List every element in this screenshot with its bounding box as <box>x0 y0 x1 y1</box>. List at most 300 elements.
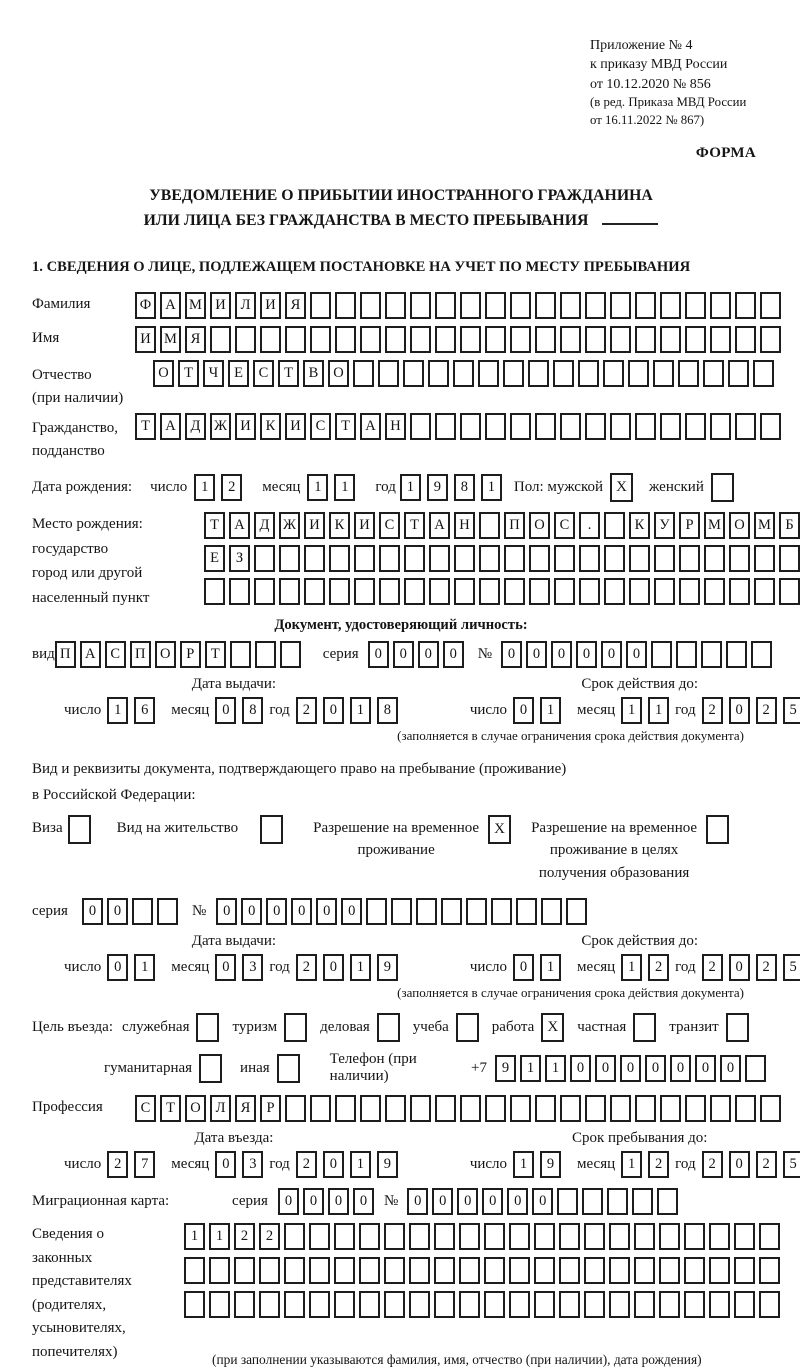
char-box[interactable] <box>359 1291 380 1318</box>
char-box[interactable]: 1 <box>400 474 421 501</box>
year-boxes[interactable] <box>296 697 404 724</box>
char-box[interactable]: 7 <box>134 1151 155 1178</box>
visa-checkbox[interactable] <box>68 815 95 844</box>
char-box[interactable] <box>535 1095 556 1122</box>
char-box[interactable] <box>209 1257 230 1284</box>
char-box[interactable]: 0 <box>620 1055 641 1082</box>
char-box[interactable] <box>157 898 178 925</box>
char-box[interactable]: О <box>328 360 349 387</box>
purpose-checkbox-commercial[interactable] <box>377 1013 404 1042</box>
char-box[interactable]: 6 <box>134 697 155 724</box>
char-box[interactable]: 0 <box>278 1188 299 1215</box>
char-box[interactable]: К <box>329 512 350 539</box>
char-box[interactable] <box>454 545 475 572</box>
char-box[interactable] <box>759 1223 780 1250</box>
year-boxes[interactable] <box>702 954 800 981</box>
stay-doc-number-boxes[interactable] <box>216 898 591 925</box>
char-box[interactable]: Я <box>185 326 206 353</box>
char-box[interactable]: Л <box>210 1095 231 1122</box>
char-box[interactable]: 8 <box>242 697 263 724</box>
checkbox[interactable] <box>284 1013 307 1042</box>
char-box[interactable] <box>329 578 350 605</box>
char-box[interactable] <box>554 545 575 572</box>
char-box[interactable] <box>685 326 706 353</box>
char-box[interactable]: 0 <box>215 1151 236 1178</box>
checkbox[interactable] <box>633 1013 656 1042</box>
char-box[interactable]: 0 <box>670 1055 691 1082</box>
char-box[interactable]: 1 <box>334 474 355 501</box>
char-box[interactable] <box>366 898 387 925</box>
char-box[interactable] <box>735 1095 756 1122</box>
char-box[interactable] <box>360 292 381 319</box>
char-box[interactable] <box>435 413 456 440</box>
char-box[interactable] <box>509 1223 530 1250</box>
char-box[interactable]: Т <box>205 641 226 668</box>
char-box[interactable] <box>660 326 681 353</box>
char-box[interactable] <box>516 898 537 925</box>
char-box[interactable] <box>751 641 772 668</box>
char-box[interactable]: 0 <box>695 1055 716 1082</box>
char-box[interactable]: 1 <box>621 1151 642 1178</box>
purpose-checkbox-business-trip[interactable] <box>196 1013 223 1042</box>
char-box[interactable]: 0 <box>729 1151 750 1178</box>
char-box[interactable] <box>435 1095 456 1122</box>
char-box[interactable] <box>434 1257 455 1284</box>
month-boxes[interactable] <box>621 1151 675 1178</box>
char-box[interactable] <box>560 292 581 319</box>
char-box[interactable] <box>679 545 700 572</box>
char-box[interactable]: 0 <box>626 641 647 668</box>
char-box[interactable] <box>609 1257 630 1284</box>
char-box[interactable] <box>560 1095 581 1122</box>
char-box[interactable]: А <box>160 292 181 319</box>
birth-month-boxes[interactable] <box>307 474 361 501</box>
char-box[interactable] <box>566 898 587 925</box>
char-box[interactable]: 1 <box>520 1055 541 1082</box>
char-box[interactable] <box>535 413 556 440</box>
char-box[interactable] <box>585 292 606 319</box>
checkbox[interactable] <box>277 1054 300 1083</box>
char-box[interactable]: В <box>303 360 324 387</box>
char-box[interactable] <box>735 292 756 319</box>
char-box[interactable]: 0 <box>729 954 750 981</box>
char-box[interactable] <box>360 326 381 353</box>
char-box[interactable]: 0 <box>215 697 236 724</box>
citizenship-boxes[interactable] <box>135 413 785 440</box>
char-box[interactable] <box>309 1291 330 1318</box>
char-box[interactable] <box>754 578 775 605</box>
char-box[interactable] <box>309 1223 330 1250</box>
char-box[interactable]: 9 <box>377 1151 398 1178</box>
char-box[interactable]: 0 <box>526 641 547 668</box>
char-box[interactable] <box>559 1223 580 1250</box>
char-box[interactable] <box>578 360 599 387</box>
char-box[interactable] <box>234 1257 255 1284</box>
char-box[interactable]: 0 <box>215 954 236 981</box>
char-box[interactable] <box>528 360 549 387</box>
char-box[interactable] <box>479 578 500 605</box>
char-box[interactable] <box>709 1291 730 1318</box>
surname-boxes[interactable] <box>135 292 785 319</box>
char-box[interactable] <box>404 578 425 605</box>
representatives-boxes-row1[interactable] <box>184 1223 784 1250</box>
char-box[interactable] <box>610 292 631 319</box>
char-box[interactable] <box>234 1291 255 1318</box>
checkbox[interactable] <box>196 1013 219 1042</box>
char-box[interactable] <box>659 1223 680 1250</box>
char-box[interactable]: И <box>285 413 306 440</box>
char-box[interactable] <box>478 360 499 387</box>
char-box[interactable]: Р <box>679 512 700 539</box>
char-box[interactable] <box>284 1223 305 1250</box>
char-box[interactable] <box>335 1095 356 1122</box>
char-box[interactable] <box>584 1257 605 1284</box>
char-box[interactable]: 0 <box>107 954 128 981</box>
char-box[interactable] <box>701 641 722 668</box>
char-box[interactable]: 0 <box>341 898 362 925</box>
char-box[interactable] <box>410 326 431 353</box>
char-box[interactable] <box>753 360 774 387</box>
char-box[interactable] <box>484 1257 505 1284</box>
char-box[interactable]: 0 <box>432 1188 453 1215</box>
char-box[interactable]: 1 <box>481 474 502 501</box>
char-box[interactable] <box>310 326 331 353</box>
char-box[interactable] <box>503 360 524 387</box>
char-box[interactable]: С <box>135 1095 156 1122</box>
char-box[interactable] <box>541 898 562 925</box>
char-box[interactable]: Ч <box>203 360 224 387</box>
char-box[interactable]: Д <box>254 512 275 539</box>
char-box[interactable] <box>334 1223 355 1250</box>
purpose-checkbox-transit[interactable] <box>726 1013 753 1042</box>
checkbox[interactable]: X <box>610 473 633 502</box>
char-box[interactable] <box>466 898 487 925</box>
char-box[interactable]: М <box>160 326 181 353</box>
char-box[interactable]: 1 <box>540 954 561 981</box>
month-boxes[interactable] <box>215 1151 269 1178</box>
char-box[interactable] <box>310 292 331 319</box>
char-box[interactable] <box>510 413 531 440</box>
day-boxes[interactable] <box>107 1151 161 1178</box>
char-box[interactable] <box>384 1291 405 1318</box>
char-box[interactable] <box>579 545 600 572</box>
char-box[interactable]: Ф <box>135 292 156 319</box>
char-box[interactable] <box>510 1095 531 1122</box>
char-box[interactable] <box>484 1291 505 1318</box>
char-box[interactable] <box>535 326 556 353</box>
char-box[interactable]: 0 <box>266 898 287 925</box>
char-box[interactable]: О <box>155 641 176 668</box>
char-box[interactable] <box>628 360 649 387</box>
char-box[interactable] <box>734 1257 755 1284</box>
char-box[interactable] <box>428 360 449 387</box>
char-box[interactable] <box>459 1223 480 1250</box>
char-box[interactable] <box>685 292 706 319</box>
char-box[interactable]: И <box>210 292 231 319</box>
char-box[interactable]: 0 <box>303 1188 324 1215</box>
char-box[interactable] <box>553 360 574 387</box>
char-box[interactable] <box>485 1095 506 1122</box>
char-box[interactable]: 1 <box>648 697 669 724</box>
char-box[interactable] <box>745 1055 766 1082</box>
char-box[interactable] <box>585 413 606 440</box>
char-box[interactable] <box>603 360 624 387</box>
checkbox[interactable] <box>456 1013 479 1042</box>
char-box[interactable] <box>529 545 550 572</box>
char-box[interactable] <box>559 1291 580 1318</box>
char-box[interactable]: С <box>554 512 575 539</box>
char-box[interactable] <box>635 413 656 440</box>
char-box[interactable]: 0 <box>407 1188 428 1215</box>
char-box[interactable] <box>604 578 625 605</box>
char-box[interactable] <box>729 545 750 572</box>
char-box[interactable] <box>703 360 724 387</box>
char-box[interactable] <box>504 545 525 572</box>
char-box[interactable] <box>410 1095 431 1122</box>
char-box[interactable] <box>657 1188 678 1215</box>
year-boxes[interactable] <box>296 954 404 981</box>
char-box[interactable]: 0 <box>513 697 534 724</box>
id-doc-series-boxes[interactable] <box>368 641 468 668</box>
char-box[interactable] <box>654 578 675 605</box>
char-box[interactable] <box>254 578 275 605</box>
profession-boxes[interactable] <box>135 1095 785 1122</box>
char-box[interactable]: 3 <box>242 954 263 981</box>
char-box[interactable] <box>635 292 656 319</box>
char-box[interactable]: 0 <box>291 898 312 925</box>
char-box[interactable] <box>479 545 500 572</box>
purpose-checkbox-work[interactable] <box>541 1013 568 1042</box>
char-box[interactable] <box>607 1188 628 1215</box>
char-box[interactable] <box>235 326 256 353</box>
char-box[interactable] <box>410 292 431 319</box>
char-box[interactable]: 2 <box>756 697 777 724</box>
char-box[interactable]: 2 <box>648 954 669 981</box>
day-boxes[interactable] <box>513 697 567 724</box>
char-box[interactable]: 2 <box>296 954 317 981</box>
char-box[interactable]: 9 <box>377 954 398 981</box>
char-box[interactable]: Т <box>135 413 156 440</box>
residence-permit-checkbox[interactable] <box>260 815 287 844</box>
char-box[interactable] <box>260 326 281 353</box>
char-box[interactable] <box>754 545 775 572</box>
char-box[interactable] <box>659 1291 680 1318</box>
char-box[interactable]: М <box>185 292 206 319</box>
char-box[interactable] <box>460 413 481 440</box>
char-box[interactable] <box>254 545 275 572</box>
char-box[interactable] <box>309 1257 330 1284</box>
char-box[interactable] <box>132 898 153 925</box>
month-boxes[interactable] <box>621 697 675 724</box>
char-box[interactable] <box>734 1223 755 1250</box>
char-box[interactable]: 0 <box>241 898 262 925</box>
char-box[interactable] <box>460 326 481 353</box>
char-box[interactable]: 0 <box>507 1188 528 1215</box>
char-box[interactable] <box>391 898 412 925</box>
char-box[interactable]: П <box>55 641 76 668</box>
char-box[interactable]: 1 <box>194 474 215 501</box>
char-box[interactable] <box>584 1223 605 1250</box>
char-box[interactable]: 2 <box>756 1151 777 1178</box>
char-box[interactable] <box>485 292 506 319</box>
char-box[interactable] <box>651 641 672 668</box>
char-box[interactable] <box>310 1095 331 1122</box>
birthplace-boxes-row2[interactable] <box>204 545 800 572</box>
char-box[interactable] <box>634 1291 655 1318</box>
birthplace-boxes-row1[interactable] <box>204 512 800 539</box>
char-box[interactable] <box>584 1291 605 1318</box>
sex-female-checkbox[interactable] <box>711 473 738 502</box>
purpose-checkbox-other[interactable] <box>277 1054 304 1083</box>
char-box[interactable] <box>385 292 406 319</box>
char-box[interactable] <box>459 1257 480 1284</box>
char-box[interactable] <box>280 641 301 668</box>
char-box[interactable]: Д <box>185 413 206 440</box>
char-box[interactable] <box>379 545 400 572</box>
char-box[interactable] <box>334 1257 355 1284</box>
char-box[interactable]: 0 <box>729 697 750 724</box>
char-box[interactable] <box>510 326 531 353</box>
char-box[interactable]: Е <box>204 545 225 572</box>
purpose-checkbox-tourism[interactable] <box>284 1013 311 1042</box>
birthplace-boxes-row3[interactable] <box>204 578 800 605</box>
char-box[interactable]: 1 <box>209 1223 230 1250</box>
day-boxes[interactable] <box>107 697 161 724</box>
char-box[interactable] <box>353 360 374 387</box>
char-box[interactable] <box>259 1257 280 1284</box>
char-box[interactable] <box>559 1257 580 1284</box>
char-box[interactable]: А <box>360 413 381 440</box>
char-box[interactable] <box>409 1223 430 1250</box>
char-box[interactable] <box>453 360 474 387</box>
char-box[interactable] <box>560 326 581 353</box>
month-boxes[interactable] <box>215 697 269 724</box>
char-box[interactable] <box>385 326 406 353</box>
char-box[interactable]: 0 <box>570 1055 591 1082</box>
char-box[interactable]: Т <box>278 360 299 387</box>
char-box[interactable] <box>335 292 356 319</box>
char-box[interactable] <box>529 578 550 605</box>
char-box[interactable] <box>479 512 500 539</box>
char-box[interactable]: 9 <box>495 1055 516 1082</box>
char-box[interactable] <box>704 545 725 572</box>
char-box[interactable] <box>632 1188 653 1215</box>
char-box[interactable] <box>676 641 697 668</box>
char-box[interactable] <box>454 578 475 605</box>
char-box[interactable]: 1 <box>621 954 642 981</box>
id-doc-kind-boxes[interactable] <box>55 641 305 668</box>
char-box[interactable] <box>279 578 300 605</box>
day-boxes[interactable] <box>513 1151 567 1178</box>
char-box[interactable] <box>359 1223 380 1250</box>
char-box[interactable]: 1 <box>307 474 328 501</box>
char-box[interactable]: Н <box>454 512 475 539</box>
purpose-checkbox-humanitarian[interactable] <box>199 1054 226 1083</box>
char-box[interactable] <box>660 292 681 319</box>
checkbox[interactable] <box>260 815 283 844</box>
char-box[interactable] <box>604 512 625 539</box>
char-box[interactable] <box>734 1291 755 1318</box>
char-box[interactable] <box>230 641 251 668</box>
char-box[interactable]: П <box>130 641 151 668</box>
char-box[interactable]: 5 <box>783 954 800 981</box>
month-boxes[interactable] <box>621 954 675 981</box>
sex-male-checkbox[interactable] <box>610 473 637 502</box>
char-box[interactable]: С <box>253 360 274 387</box>
char-box[interactable] <box>709 1223 730 1250</box>
char-box[interactable] <box>385 1095 406 1122</box>
char-box[interactable] <box>534 1257 555 1284</box>
char-box[interactable]: И <box>135 326 156 353</box>
char-box[interactable] <box>560 413 581 440</box>
char-box[interactable] <box>678 360 699 387</box>
char-box[interactable]: 0 <box>720 1055 741 1082</box>
purpose-checkbox-study[interactable] <box>456 1013 483 1042</box>
day-boxes[interactable] <box>513 954 567 981</box>
char-box[interactable] <box>760 326 781 353</box>
char-box[interactable]: 1 <box>350 954 371 981</box>
char-box[interactable]: 0 <box>323 697 344 724</box>
char-box[interactable] <box>329 545 350 572</box>
birth-day-boxes[interactable] <box>194 474 248 501</box>
char-box[interactable] <box>491 898 512 925</box>
char-box[interactable] <box>729 578 750 605</box>
char-box[interactable]: . <box>579 512 600 539</box>
char-box[interactable]: С <box>310 413 331 440</box>
day-boxes[interactable] <box>107 954 161 981</box>
char-box[interactable]: А <box>229 512 250 539</box>
char-box[interactable] <box>379 578 400 605</box>
purpose-checkbox-private[interactable] <box>633 1013 660 1042</box>
char-box[interactable] <box>409 1257 430 1284</box>
char-box[interactable]: 1 <box>540 697 561 724</box>
char-box[interactable]: 5 <box>783 1151 800 1178</box>
char-box[interactable]: 0 <box>107 898 128 925</box>
char-box[interactable]: 0 <box>576 641 597 668</box>
char-box[interactable]: Я <box>285 292 306 319</box>
char-box[interactable]: 0 <box>323 954 344 981</box>
char-box[interactable] <box>685 1095 706 1122</box>
char-box[interactable] <box>404 545 425 572</box>
char-box[interactable] <box>409 1291 430 1318</box>
char-box[interactable] <box>634 1257 655 1284</box>
char-box[interactable] <box>635 326 656 353</box>
char-box[interactable] <box>279 545 300 572</box>
char-box[interactable]: А <box>80 641 101 668</box>
char-box[interactable] <box>760 1095 781 1122</box>
char-box[interactable]: 8 <box>377 697 398 724</box>
char-box[interactable] <box>585 326 606 353</box>
char-box[interactable] <box>354 578 375 605</box>
char-box[interactable]: Ж <box>279 512 300 539</box>
checkbox[interactable] <box>726 1013 749 1042</box>
char-box[interactable] <box>484 1223 505 1250</box>
char-box[interactable]: 1 <box>184 1223 205 1250</box>
char-box[interactable] <box>629 578 650 605</box>
char-box[interactable] <box>378 360 399 387</box>
char-box[interactable] <box>510 292 531 319</box>
char-box[interactable] <box>684 1291 705 1318</box>
char-box[interactable] <box>416 898 437 925</box>
char-box[interactable] <box>334 1291 355 1318</box>
char-box[interactable] <box>359 1257 380 1284</box>
char-box[interactable] <box>710 326 731 353</box>
char-box[interactable] <box>485 413 506 440</box>
char-box[interactable] <box>760 292 781 319</box>
char-box[interactable] <box>759 1257 780 1284</box>
char-box[interactable]: Ж <box>210 413 231 440</box>
char-box[interactable]: Т <box>178 360 199 387</box>
